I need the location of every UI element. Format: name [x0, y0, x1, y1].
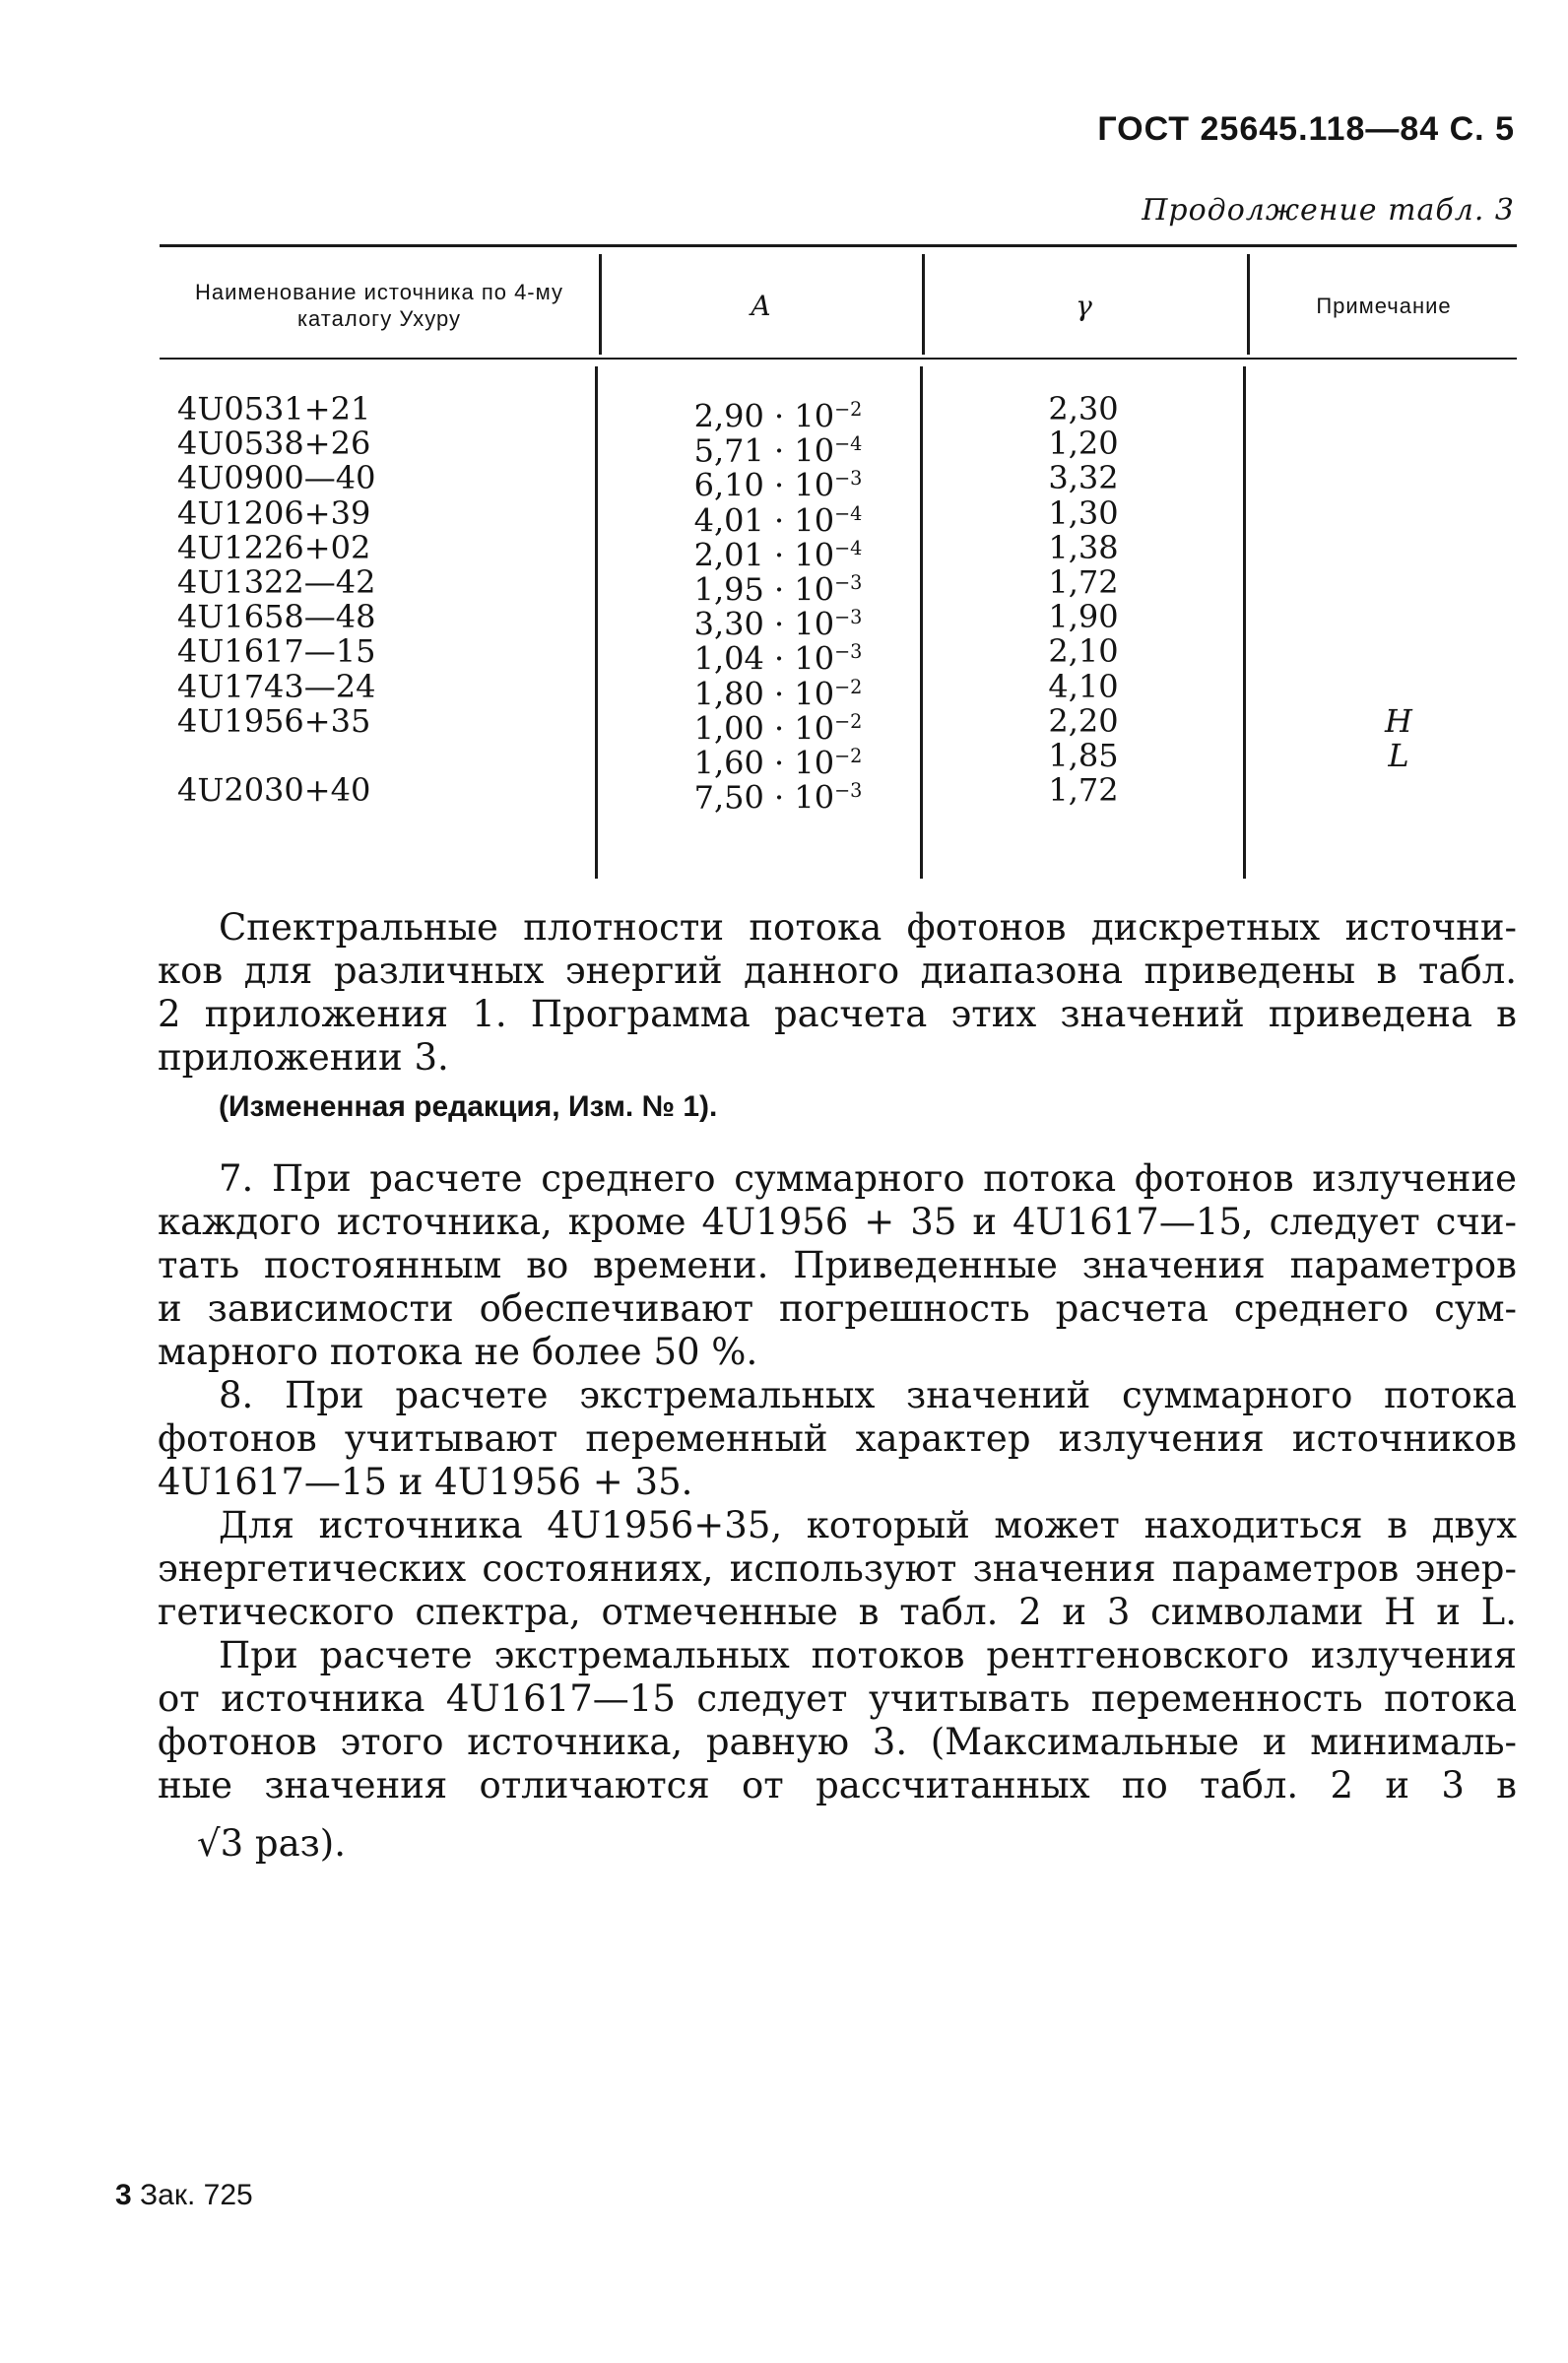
source-cell: 4U2030+40: [177, 771, 371, 810]
gamma-column: [936, 392, 1231, 808]
gamma-cell: 1,20: [1048, 425, 1119, 463]
gamma-cell: 1,38: [1048, 528, 1119, 566]
paragraph-source-states: [158, 1504, 1517, 1634]
table-header-rule: [160, 358, 1517, 360]
text-line: каждого источника, кроме 4U1956 + 35 и 4U1617—15, следует счи-: [158, 1201, 1517, 1243]
gamma-cell: 1,72: [1048, 562, 1119, 601]
table-divider: [1243, 366, 1246, 879]
source-cell: 4U1322—42: [177, 562, 376, 601]
source-cell: 4U1956+35: [177, 701, 371, 740]
text-line: ные значения отличаются от рассчитанных по табл. 2 и 3 в: [158, 1764, 1517, 1806]
text-line: Спектральные плотности потока фотонов дискретных источни-: [219, 906, 1517, 949]
gamma-cell: 2,10: [1048, 632, 1119, 671]
table-continuation-label: Продолжение табл. 3: [1142, 193, 1515, 228]
source-cell: 4U1206+39: [177, 493, 371, 532]
text-line: и зависимости обеспечивают погрешность расчета среднего сум-: [158, 1287, 1517, 1330]
table-divider: [922, 254, 925, 355]
sqrt-factor: √3: [197, 1822, 244, 1865]
paragraph-item-8: [158, 1374, 1517, 1504]
note-cell: [1251, 461, 1546, 495]
gamma-cell: 1,72: [1048, 771, 1119, 810]
text-line: 7. При расчете среднего суммарного потока фотонов излучение: [219, 1157, 1517, 1200]
a-cell: $6,10 \cdot 10^{-3}$: [693, 467, 863, 505]
gamma-cell: 4,10: [1048, 667, 1119, 705]
gamma-cell: 2,30: [1048, 390, 1119, 427]
text-line: ков для различных энергий данного диапазона приведены в табл.: [158, 950, 1517, 992]
text-line: энергетических состояниях, используют значения параметров энер-: [158, 1547, 1517, 1590]
a-cell: $3,30 \cdot 10^{-3}$: [693, 605, 863, 643]
gamma-cell: 2,20: [1048, 701, 1119, 740]
paragraph-extreme-flows: [158, 1634, 1517, 1807]
amendment-text: (Измененная редакция, Изм. № 1).: [219, 1090, 718, 1123]
gamma-cell: 1,90: [1048, 598, 1119, 636]
source-cell: 4U0538+26: [177, 425, 371, 463]
a-cell: $7,50 \cdot 10^{-3}$: [693, 778, 863, 817]
column-header-note: Примечание: [1316, 293, 1452, 318]
gamma-cell: 1,30: [1048, 493, 1119, 532]
a-cell: $1,04 \cdot 10^{-3}$: [693, 639, 863, 678]
source-cell: 4U0531+21: [177, 390, 371, 427]
text-line: фотонов учитывают переменный характер излучения источников: [158, 1417, 1517, 1460]
sqrt-factor-line: [197, 1822, 346, 1865]
paragraph-item-7: [158, 1157, 1517, 1374]
a-cell: $5,71 \cdot 10^{-4}$: [693, 431, 863, 470]
gamma-cell: 1,85: [1048, 736, 1119, 774]
note-cell: [1251, 670, 1546, 704]
text-line: приложении 3.: [158, 1036, 449, 1079]
note-cell: [1251, 773, 1546, 808]
column-header-source: Наименование источника по 4-му каталогу Ухуру: [194, 280, 564, 331]
amendment-note: [158, 1085, 1517, 1129]
text-line: 4U1617—15 и 4U1956 + 35.: [158, 1461, 693, 1503]
standard-reference: ГОСТ 25645.118—84 С. 5: [1097, 110, 1515, 148]
source-cell: 4U1226+02: [177, 528, 371, 566]
table-top-rule: [160, 244, 1517, 247]
source-column: [177, 392, 571, 808]
a-cell: $1,60 \cdot 10^{-2}$: [693, 744, 863, 782]
note-cell: [1251, 531, 1546, 565]
note-cell: [1251, 565, 1546, 600]
text-line: 2 приложения 1. Программа расчета этих значений приведена в: [158, 993, 1517, 1035]
a-cell: $2,01 \cdot 10^{-4}$: [693, 536, 863, 574]
gamma-cell: 3,32: [1048, 459, 1119, 497]
text-line: Для источника 4U1956+35, который может находиться в двух: [219, 1504, 1517, 1546]
source-cell: [177, 739, 571, 773]
note-cell: [1251, 600, 1546, 634]
source-cell: 4U0900—40: [177, 459, 376, 497]
source-cell: 4U1743—24: [177, 667, 376, 705]
table-divider: [1247, 254, 1250, 355]
note-cell: [1251, 392, 1546, 427]
table-divider: [599, 254, 602, 355]
a-cell: $1,00 \cdot 10^{-2}$: [693, 709, 863, 748]
text-line: гетического спектра, отмеченные в табл. 2 и 3 символами H и L.: [158, 1591, 1517, 1633]
table-divider: [595, 366, 598, 879]
column-header-a: A: [751, 289, 772, 322]
a-cell: $1,95 \cdot 10^{-3}$: [693, 570, 863, 609]
note-cell: L: [1388, 736, 1409, 774]
source-cell: 4U1617—15: [177, 632, 376, 671]
column-header-gamma: γ: [1076, 289, 1093, 322]
note-cell: [1251, 427, 1546, 461]
text-line: фотонов этого источника, равную 3. (Максимальные и минималь-: [158, 1721, 1517, 1763]
a-cell: $1,80 \cdot 10^{-2}$: [693, 675, 863, 713]
paragraph-spectral-densities: [158, 906, 1517, 1080]
order-label: Зак. 725: [140, 2179, 253, 2211]
sqrt-tail: раз).: [243, 1822, 347, 1865]
note-column: [1251, 392, 1546, 808]
note-cell: [1251, 496, 1546, 531]
text-line: 8. При расчете экстремальных значений суммарного потока: [219, 1374, 1517, 1416]
text-line: от источника 4U1617—15 следует учитывать переменность потока: [158, 1677, 1517, 1720]
order-number: 3: [115, 2179, 132, 2211]
a-column: [630, 392, 926, 817]
a-cell: $4,01 \cdot 10^{-4}$: [693, 501, 863, 540]
source-cell: 4U1658—48: [177, 598, 376, 636]
a-cell: $2,90 \cdot 10^{-2}$: [693, 397, 863, 435]
text-line: тать постоянным во времени. Приведенные значения параметров: [158, 1244, 1517, 1286]
order-footer: [115, 2179, 253, 2212]
note-cell: [1251, 634, 1546, 669]
text-line: марного потока не более 50 %.: [158, 1331, 758, 1373]
text-line: При расчете экстремальных потоков рентгеновского излучения: [219, 1634, 1517, 1676]
note-cell: H: [1385, 701, 1412, 740]
